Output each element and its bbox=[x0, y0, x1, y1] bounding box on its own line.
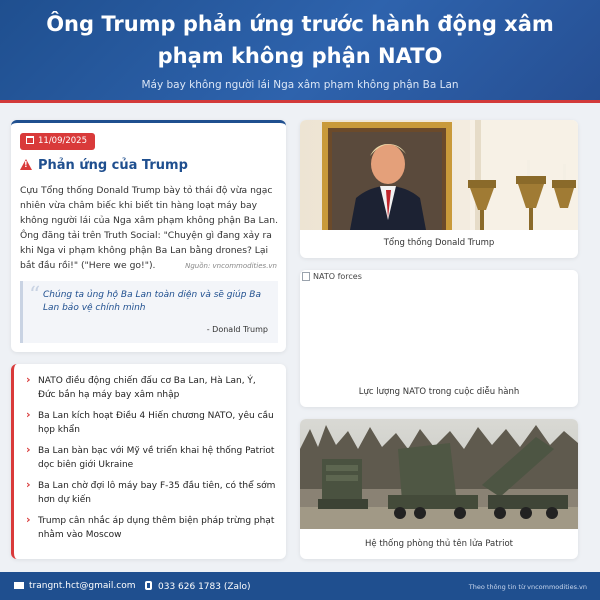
footer-email[interactable] bbox=[14, 581, 136, 591]
date-badge bbox=[20, 133, 95, 150]
patriot-image-card bbox=[300, 419, 578, 559]
article-card bbox=[11, 120, 286, 352]
footer-phone[interactable] bbox=[145, 581, 251, 592]
section-title-text: Phản ứng của Trump bbox=[38, 158, 188, 173]
calendar-icon bbox=[26, 136, 34, 144]
footer-phone-text: 033 626 1783 (Zalo) bbox=[158, 582, 251, 592]
patriot-image-caption: Hệ thống phòng thủ tên lửa Patriot bbox=[365, 539, 513, 549]
nato-image-caption: Lực lượng NATO trong cuộc diễu hành bbox=[358, 387, 520, 397]
quote-author: - Donald Trump bbox=[206, 325, 268, 334]
list-item: › Ba Lan bàn bạc với Mỹ về triển khai hệ thống Patriot dọc biên giới Ukraine bbox=[26, 444, 276, 472]
page-subtitle: Máy bay không người lái Nga xâm phạm không phận Ba Lan bbox=[141, 79, 459, 91]
nato-forces-image bbox=[300, 270, 578, 380]
page-header bbox=[0, 0, 600, 103]
list-item: › Trump cân nhắc áp dụng thêm biện pháp trừng phạt nhằm vào Moscow bbox=[26, 514, 276, 542]
phone-icon bbox=[145, 581, 152, 590]
list-item: › Ba Lan kích hoạt Điều 4 Hiến chương NATO, yêu cầu họp khẩn bbox=[26, 409, 276, 437]
page-footer bbox=[0, 572, 600, 600]
warning-icon bbox=[20, 159, 32, 170]
trump-image-card bbox=[300, 120, 578, 258]
envelope-icon bbox=[14, 582, 24, 589]
section-title bbox=[20, 158, 188, 173]
nato-image-card bbox=[300, 270, 578, 407]
quote-mark-icon: “ bbox=[29, 283, 41, 308]
patriot-system-image bbox=[300, 419, 578, 529]
key-points-list bbox=[26, 374, 276, 549]
quote-text: Chúng ta ủng hộ Ba Lan toàn diện và sẽ giúp Ba Lan bảo vệ chính mình bbox=[43, 290, 261, 313]
list-item: › Ba Lan chờ đợi lô máy bay F-35 đầu tiên, có thể sớm hơn dự kiến bbox=[26, 479, 276, 507]
page-title: Ông Trump phản ứng trước hành động xâm phạm không phận NATO bbox=[46, 12, 554, 68]
trump-image-caption: Tổng thống Donald Trump bbox=[383, 238, 495, 248]
article-source: Nguồn: vncommodities.vn bbox=[185, 262, 277, 270]
nato-image-alt: NATO forces bbox=[313, 272, 362, 281]
list-item: › NATO điều động chiến đấu cơ Ba Lan, Hà Lan, Ý, Đức bắn hạ máy bay xâm nhập bbox=[26, 374, 276, 402]
quote-box bbox=[20, 281, 278, 343]
article-body: Cựu Tổng thống Donald Trump bày tỏ thái độ vừa ngạc nhiên vừa châm biếc khi biết tin hàng loạt máy bay không người lái của Nga xâm phạm không phận Ba Lan. Ông đăng tải trên Truth Social: "Chuyện gì đang xảy ra khi Nga vi phạm không phận Ba Lan bằng drones? Lại bắt đầu rồi!" ("Here we go!"). bbox=[20, 185, 279, 271]
footer-source: Theo thông tin từ vncommodities.vn bbox=[468, 583, 587, 591]
footer-email-text: trangnt.hct@gmail.com bbox=[29, 581, 136, 591]
key-points-card bbox=[11, 364, 286, 559]
trump-portrait-image bbox=[300, 120, 578, 230]
date-text: 11/09/2025 bbox=[38, 136, 87, 146]
